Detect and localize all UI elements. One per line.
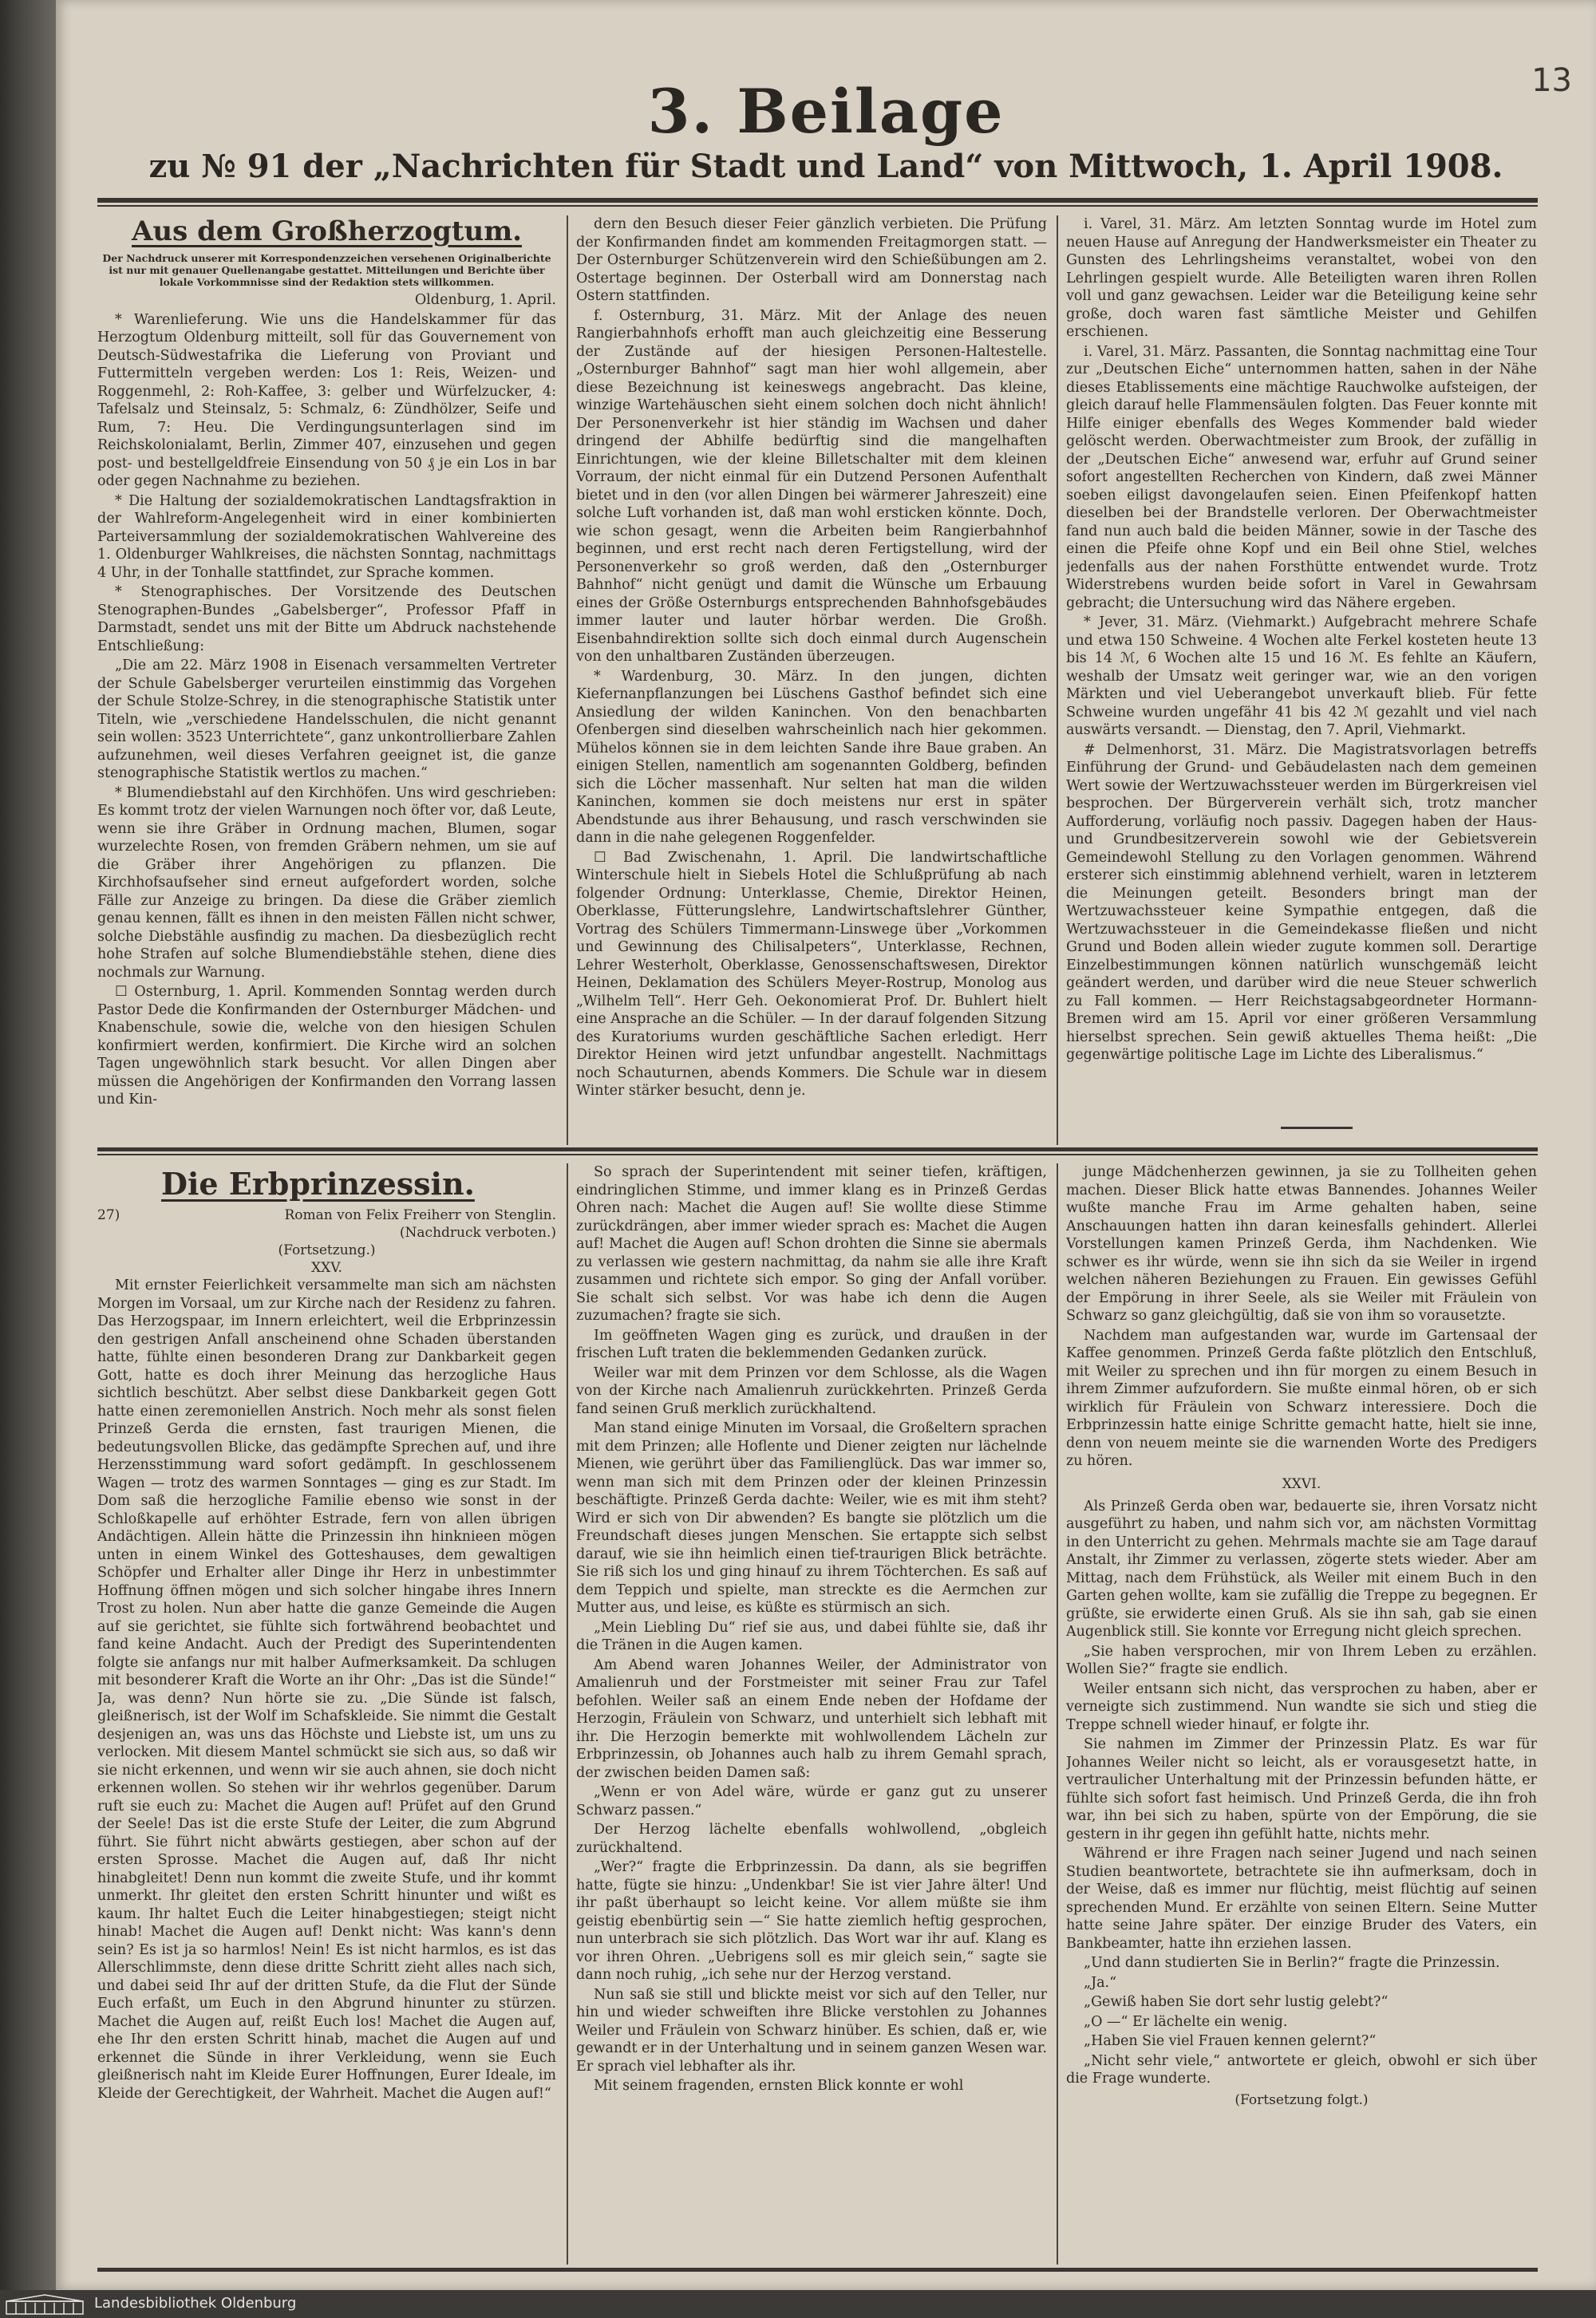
- column-divider: [567, 215, 568, 1145]
- column-body: [576, 215, 1047, 1100]
- paragraph: * Stenographisches. Der Vorsitzende des Deutschen Stenographen-Bundes „Gabelsberger“, Professor Pfaff in Darmstadt, sendet uns mit der Bitte um Abdruck nachstehende Entschließung:: [97, 584, 556, 654]
- paragraph: junge Mädchenherzen gewinnen, ja sie zu Tollheiten gehen machen. Dieser Blick hatte etwas Bannendes. Johannes Weiler wußte manche Frau im Arme gehalten haben, seine Anschauungen hatten ihn daran keinesfalls gehindert. Allerlei Vorstellungen kamen Prinzeß Gerda, ihm Nachdenken. Wie schwer es ihr würde, wenn sie ihn sich da sie Weiler in irgend welchen näheren Beziehungen zu Frauen. Ein gewisses Gefühl der Empörung in ihrer Seele, als sie Weiler mit Fräulein von Schwarz so ganz gleichgültig, daß sie von ihm so vorausetzte.: [1066, 1164, 1537, 1324]
- paragraph: Während er ihre Fragen nach seiner Jugend und nach seinen Studien beantwortete, betrachtete sie ihn aufmerksam, doch in der Weise, daß es immer nur flüchtig, meist flüchtig auf seinen sprechenden Mund. Er erzählte von seinen Eltern. Seine Mutter hatte seine Jahre später. Der einzige Bruder des Vaters, ein Bankbeamter, hatte ihn erziehen lassen.: [1066, 1846, 1537, 1952]
- paragraph: „Wer?“ fragte die Erbprinzessin. Da dann, als sie begriffen hatte, fügte sie hinzu: „Undenkbar! Sie ist vier Jahre älter! Und ihr paßt überhaupt so leicht keine. Vor allem müßte sie ihm geistig ebenbürtig sein —“ Sie hatte ziemlich heftig gesprochen, nun unterbrach sie sich plötzlich. Das Wort war ihr auf. Klang es vor ihren Ohren. „Uebrigens soll es mir gleich sein,“ sagte sie dann noch ruhig, „ich sehe nur der Herzog verstand.: [576, 1859, 1047, 1983]
- bottom-rule: [97, 2268, 1538, 2272]
- paragraph: Nachdem man aufgestanden war, wurde im Gartensaal der Kaffee genommen. Prinzeß Gerda faßte plötzlich den Entschluß, mit Weiler zu sprechen und ihn für morgen zu einem Besuch in ihrem Zimmer aufzufordern. Sie mußte einmal hören, ob er sich wirklich für Fräulein von Schwarz interessiere. Doch die Erbprinzessin hatte einige Schritte gemacht hatte, hielt sie inne, denn von neuem meinte sie die warnenden Worte des Predigers zu hören.: [1066, 1327, 1537, 1469]
- serial-column-3: [1066, 1163, 1537, 2261]
- column-news-2: [576, 215, 1047, 1141]
- column-divider: [1057, 215, 1058, 1145]
- chapter-number: XXV.: [311, 1260, 342, 1276]
- serial-end-note: (Fortsetzung folgt.): [1235, 2091, 1369, 2108]
- paragraph: „Die am 22. März 1908 in Eisenach versammelten Vertreter der Schule Gabelsberger verurteilen einstimmig das Vorgehen der Schule Stolze-Schrey, in die stenographische Statistik unter Titeln, wie „verschiedene Handelsschulen, die nicht genannt sein wollen: 3523 Unterrichtete“, ganz unkontrollierbare Zahlen aufzunehmen, weil dieses Verfahren geeignet ist, die ganze stenographische Statistik wertlos zu machen.“: [97, 657, 556, 781]
- paragraph: „Ja.“: [1084, 1974, 1117, 1991]
- serial-column-1: [97, 1163, 556, 2261]
- paragraph: ☐ Bad Zwischenahn, 1. April. Die landwirtschaftliche Winterschule hielt in Siebels Hotel die Schlußprüfung ab nach folgender Ordnung: Unterklasse, Chemie, Direktor Heinen, Oberklasse, Fütterungslehre, Landwirtschaftslehrer Günther, Vortrag des Schülers Timmermann-Linswege über „Vorkommen und Gewinnung des Chilisalpeters“, Unterklasse, Rechnen, Lehrer Westerholt, Oberklasse, Genossenschaftswesen, Direktor Heinen, Deklamation des Schülers Meyer-Rostrup, Monolog aus „Wilhelm Tell“. Herr Geh. Oekonomierat Prof. Dr. Buhlert hielt eine Ansprache an die Schüler. — In der darauf folgenden Sitzung des Kuratoriums wurden geschäftliche Sachen erledigt. Herr Direktor Heinen wird jetzt unfundbar angestellt. Nachmittags noch Schauturnen, abends Kommers. Die Schule war in diesem Winter stärker besucht, denn je.: [576, 849, 1047, 1099]
- paragraph: „Mein Liebling Du“ rief sie aus, und dabei fühlte sie, daß ihr die Tränen in die Augen kamen.: [576, 1619, 1047, 1653]
- paragraph: # Delmenhorst, 31. März. Die Magistratsvorlagen betreffs Einführung der Grund- und Gebäudelasten nach dem gemeinen Wert sowie der Wertzuwachssteuer werden im Bürgerkreisen viel besprochen. Der Bürgerverein verhält sich, trotz mancher Aufforderung, vorläufig noch passiv. Dagegen haben der Haus- und Grundbesitzerverein sowohl wie der Gebietsverein Gemeindewohl Stellung zu den Vorlagen genommen. Während ersterer sich einstimmig ablehnend verhielt, waren in letzterem die Meinungen geteilt. Besonders bringt man der Wertzuwachssteuer keine Sympathie entgegen, daß die Wertzuwachssteuer in die Gemeindekasse fließen und nicht Grund und Boden allein wieder zugute kommen soll. Derartige Einzelbestimmungen können natürlich wunschgemäß leicht geändert werden, und darüber wird die neue Steuer schwerlich zu Fall kommen. — Herr Reichstagsabgeordneter Hormann-Bremen wird am 15. April vor einer größeren Versammlung hierselbst sprechen. Sein gewiß aktuelles Thema heißt: „Die gegenwärtige politische Lage im Lichte des Liberalismus.“: [1066, 741, 1537, 1063]
- paragraph: „O —“ Er lächelte ein wenig.: [1084, 2013, 1288, 2030]
- paragraph: f. Osternburg, 31. März. Mit der Anlage des neuen Rangierbahnhofs erhofft man auch gleichzeitig eine Besserung der Zustände auf der hiesigen Personen-Haltestelle. „Osternburger Bahnhof“ sagt man hier wohl allgemein, aber diese Bezeichnung ist keineswegs angebracht. Das kleine, winzige Wartehäuschen sieht einem solchen doch nicht ähnlich! Der Personenverkehr ist hier ständig im Wachsen und daher dringend der Abhilfe bedürftig sind die mangelhaften Einrichtungen, wie der kleine Billetschalter mit dem kleinen Vorraum, der nicht einmal für ein Dutzend Personen Aufenthalt bietet und in den (vor allen Dingen bei wärmerer Jahreszeit) eine solche Luft vorhanden ist, daß man wohl ersticken könnte. Doch, wie schon gesagt, wenn die Arbeiten beim Rangierbahnhof beginnen, und erst recht nach deren Fertigstellung, wird der Personenverkehr so groß werden, daß den „Osternburger Bahnhof“ nicht genügt und damit die Wünsche um Erbauung eines der Größe Osternburgs entsprechenden Bahnhofsgebäudes immer lauter und lauter hörbar werden. Die Großh. Eisenbahndirektion sollte sich doch einmal durch Augenschein von den unhaltbaren Zuständen überzeugen.: [576, 307, 1047, 665]
- header-rule: [97, 198, 1538, 207]
- paragraph: Sie nahmen im Zimmer der Prinzessin Platz. Es war für Johannes Weiler nicht so leicht, als er vorausgesetzt hatte, in vertraulicher Unterhaltung mit der Prinzessin befunden hätte, er fühlte sich sofort fast heimisch. Und Prinzeß Gerda, die ihn froh war, ihn bei sich zu haben, spürte von der Empörung, die sie gestern in ihr gegen ihn gefühlt hatte, nichts mehr.: [1066, 1736, 1537, 1842]
- paragraph: Weiler entsann sich nicht, das versprochen zu haben, aber er verneigte sich zustimmend. Nun wandte sie sich und stieg die Treppe schnell wieder hinauf, er folgte ihr.: [1066, 1680, 1537, 1733]
- library-name: Landesbibliothek Oldenburg: [94, 2295, 297, 2312]
- binding-edge: [0, 0, 56, 2290]
- paragraph: „Sie haben versprochen, mir von Ihrem Leben zu erzählen. Wollen Sie?“ fragte sie endlich.: [1066, 1643, 1537, 1677]
- column-body: [576, 1163, 1047, 2095]
- column-body: [1066, 1498, 1537, 2088]
- column-body: [1066, 1163, 1537, 1471]
- section-title: Aus dem Großherzogtum.: [131, 215, 522, 247]
- serial-rights: (Nachdruck verboten.): [399, 1225, 556, 1241]
- paragraph: i. Varel, 31. März. Am letzten Sonntag wurde im Hotel zum neuen Hause auf Anregung der Handwerksmeister ein Theater zu Gunsten des Lehrlingsheims veranstaltet, wobei von den Lehrlingen gespielt wurde. Alle Beteiligten waren ihren Rollen voll und ganz gewachsen. Leider war die Beteiligung keine sehr große, doch waren fast sämtliche Meister und Gehilfen erschienen.: [1066, 216, 1537, 340]
- paragraph: * Die Haltung der sozialdemokratischen Landtagsfraktion in der Wahlreform-Angelegenheit wird in einer kombinierten Parteiversammlung der sozialdemokratischen Wahlvereine des 1. Oldenburger Wahlkreises, die nächsten Sonntag, nachmittags 4 Uhr, in der Tonhalle stattfindet, zur Sprache kommen.: [97, 492, 556, 581]
- serial-byline: Roman von Felix Freiherr von Stenglin.: [284, 1207, 556, 1223]
- column-divider: [567, 1163, 568, 2265]
- paragraph: dern den Besuch dieser Feier gänzlich verbieten. Die Prüfung der Konfirmanden findet am kommenden Freitagmorgen statt. — Der Osternburger Schützenverein wird den Schießübungen am 2. Ostertage beginnen. Der Osterball wird am Donnerstag nach Ostern stattfinden.: [576, 216, 1047, 304]
- paragraph: Nun saß sie still und blickte meist vor sich auf den Teller, nur hin und wieder schweiften ihre Blicke verstohlen zu Johannes Weiler und Fräulein von Schwarz hinüber. Es schien, daß er, wie gewandt er in der Unterhaltung und in seinem ganzen Wesen war. Er sprach viel lebhafter als ihr.: [576, 1986, 1047, 2075]
- column-body: [97, 1277, 556, 2103]
- paragraph: Am Abend waren Johannes Weiler, der Administrator von Amalienruh und der Forstmeister mit seiner Frau zur Tafel befohlen. Weiler saß an einem Ende neben der Hofdame der Herzogin, Fräulein von Schwarz, und unterhielt sich lebhaft mit ihr. Die Herzogin bemerkte mit wohlwollendem Lächeln zur Erbprinzessin, ob Johannes auch halb zu ihrem Gemahl sprach, der zwischen beiden Damen saß:: [576, 1657, 1047, 1781]
- paragraph: So sprach der Superintendent mit seiner tiefen, kräftigen, eindringlichen Stimme, und immer klang es in Prinzeß Gerdas Ohren nach: Machet die Augen auf! Sie wollte diese Stimme zurückdrängen, aber immer wieder sprach es: Machet die Augen auf! Machet die Augen auf! Schon drohten die Sinne sie abermals zu verlassen wie gestern nachmittag, da nahm sie alle ihre Kraft zusammen und richtete sich empor. So ging der Anfall vorüber. Sie schalt sich selbst. Vor was habe ich denn die Augen zuzumachen? fragte sie sich.: [576, 1164, 1047, 1324]
- paragraph: * Warenlieferung. Wie uns die Handelskammer für das Herzogtum Oldenburg mitteilt, soll für das Gouvernement von Deutsch-Südwestafrika die Lieferung von Proviant und Futtermitteln vergeben werden: Los 1: Reis, Weizen- und Roggenmehl, 2: Roh-Kaffee, 3: gelber und Würfelzucker, 4: Tafelsalz und Steinsalz, 5: Schmalz, 6: Zündhölzer, Seife und Rum, 7: Heu. Die Verdingungsunterlagen sind im Reichskolonialamt, Berlin, Zimmer 407, einzusehen und gegen post- und bestellgeldfreie Einsendung von 50 ₰ je ein Los in bar oder gegen Nachnahme zu beziehen.: [97, 311, 556, 489]
- supplement-subtitle: zu № 91 der „Nachrichten für Stadt und Land“ von Mittwoch, 1. April 1908.: [148, 148, 1503, 185]
- serial-byline-row: [97, 1206, 556, 1224]
- paragraph: Weiler war mit dem Prinzen vor dem Schlosse, als die Wagen von der Kirche nach Amalienruh zurückkehrten. Prinzeß Gerda fand seinen Gruß merklich zurückhaltend.: [576, 1364, 1047, 1417]
- newspaper-page: [56, 0, 1596, 2290]
- paragraph: „Wenn er von Adel wäre, würde er ganz gut zu unserer Schwarz passen.“: [576, 1784, 1047, 1818]
- paragraph: * Jever, 31. März. (Viehmarkt.) Aufgebracht mehrere Schafe und etwa 150 Schweine. 4 Wochen alte Ferkel kosteten heute 13 bis 14 ℳ, 6 Wochen alte 15 und 16 ℳ. Es fehlte an Käufern, weshalb der Umsatz weit geringer war, wie an den vorigen Märkten und viel Ueberangebot unverkauft blieb. Für fette Schweine wurden ungefähr 41 bis 42 ℳ gezahlt und viel nach auswärts versandt. — Dienstag, den 7. April, Viehmarkt.: [1066, 614, 1537, 738]
- paragraph: * Blumendiebstahl auf den Kirchhöfen. Uns wird geschrieben: Es kommt trotz der vielen Warnungen noch öfter vor, daß Leute, wenn sie ihre Gräber in Ordnung machen, Blumen, sogar wurzelechte Rosen, von fremden Gräbern nehmen, um sie auf die Gräber ihrer Angehörigen zu pflanzen. Die Kirchhofsaufseher sind erneut aufgefordert worden, solche Fälle zur Anzeige zu bringen. Da diese die Gräber ziemlich genau kennen, fällt es ihnen in den meisten Fällen nicht schwer, solche Diebstähle ausfindig zu machen. Da diesbezüglich recht hohe Strafen auf solche Blumendiebstähle stehen, diene dies nochmals zur Warnung.: [97, 784, 556, 981]
- serial-column-2: [576, 1163, 1047, 2261]
- library-building-icon: [5, 2293, 85, 2316]
- paragraph: Im geöffneten Wagen ging es zurück, und draußen in der frischen Luft traten die beklemmenden Gedanken zurück.: [576, 1327, 1047, 1361]
- paragraph: Der Herzog lächelte ebenfalls wohlwollend, „obgleich zurückhaltend.: [576, 1822, 1047, 1856]
- supplement-title: 3. Beilage: [647, 76, 1005, 147]
- reprint-note: Der Nachdruck unserer mit Korrespondenzzeichen versehenen Originalberichte ist nur mit genauer Quellenangabe gestattet. Mitteilungen und Berichte über lokale Vorkommnisse sind der Redaktion stets willkommen.: [102, 252, 551, 288]
- paragraph: Mit ernster Feierlichkeit versammelte man sich am nächsten Morgen im Vorsaal, um zur Kirche nach der Residenz zu fahren. Das Herzogspaar, im Innern erleichtert, weil die Erbprinzessin den gestrigen Anfall anscheinend ohne Schaden überstanden hatte, fühlte einen besonderen Drang zur Dankbarkeit gegen Gott, hatte es doch ihrer Meinung das herzogliche Haus sichtlich beschützt. Aber selbst diese Dankbarkeit gegen Gott hatte einen zeremoniellen Anstrich. Noch mehr als sonst fielen Prinzeß Gerda die ernsten, fast traurigen Mienen, die bedeutungsvollen Blicke, das gedämpfte Sprechen auf, und ihre Herzensstimmung ward sofort gedämpft. In geschlossenem Wagen — trotz des warmen Sonntages — ging es zur Stadt. Im Dom saß die herzogliche Familie ebenso wie sonst in der Schloßkapelle auf erhöhter Estrade, fern von allen übrigen Andächtigen. Allein hätte die Prinzessin ihn hinknieen mögen unten in einem Winkel des Gotteshauses, dem gewaltigen Schöpfer und Erhalter aller Dinge ihr Herz in unbestimmter Hoffnung öffnen mögen und sich solcher hingabe ihres Innern Trost zu holen. Nun aber hatte die ganze Gemeinde die Augen auf sie gerichtet, sie fühlte sich fortwährend beobachtet und fand keine Andacht. Auch der Predigt des Superintendenten folgte sie anfangs nur mit halber Aufmerksamkeit. Da schlugen mit besonderer Kraft die Worte an ihr Ohr: „Das ist die Sünde!“ Ja, was denn? Nun hörte sie zu. „Die Sünde ist falsch, gleißnerisch, ist der Wolf im Schafskleide. Sie nimmt die Gestalt desjenigen an, was uns das Höchste und Liebste ist, um uns zu verlocken. Mit diesem Mantel schmückt sie sich aus, so daß wir sie nicht erkennen, und wenn wir sie auch ahnen, sie doch nicht erkennen wollen. So stehen wir ihr wehrlos gegenüber. Darum ruft sie euch zu: Machet die Augen auf! Prüfet auf den Grund der Seele! Das ist die erste Stufe der Leiter, die zum Abgrund führt. Sie führt nicht abwärts gestiegen, aber schon auf der ersten Sprosse. Machet die Augen auf, daß Ihr nicht hinabgleitet! Denn nun kommt die zweite Stufe, und ihr kommt unmerkt. Ihr gleitet den ersten Schritt hinunter und wißt es kaum. Ihr haltet Euch die Leiter hinabgestiegen; steigt nicht hinab! Machet die Augen auf! Denkt nicht: Was kann's denn sein? Es ist ja so harmlos! Nein! Es ist nicht harmlos, es ist das Allerschlimmste, denn diese dritte Schritt zieht alles nach sich, und dabei seid Ihr auf der dritten Stufe, da die Flut der Sünde Euch erfaßt, um Euch in den Abgrund hinunter zu stürzen. Machet die Augen auf, reißt Euch los! Machet die Augen auf, ehe Ihr den ersten Schritt hinab, machet die Augen auf und erkennet die Sünde in ihrer Verkleidung, wenn sie Euch gleißnerisch naht im Kleide Eurer Hoffnungen, Eurer Ideale, im Kleide der Gerechtigkeit, der Wahrheit. Machet die Augen auf!“: [97, 1277, 556, 2102]
- column-body: [97, 311, 556, 1109]
- paragraph: „Und dann studierten Sie in Berlin?“ fragte die Prinzessin.: [1084, 1955, 1500, 1971]
- serial-number: 27): [97, 1207, 120, 1223]
- section-rule: [97, 1147, 1538, 1155]
- end-ornament: [1281, 1127, 1353, 1129]
- column-news-3: [1066, 215, 1537, 1117]
- dateline: Oldenburg, 1. April.: [414, 292, 556, 308]
- paragraph: „Nicht sehr viele,“ antwortete er gleich, obwohl er sich über die Frage wunderte.: [1066, 2052, 1537, 2087]
- paragraph: „Haben Sie viel Frauen kennen gelernt?“: [1084, 2033, 1377, 2049]
- paragraph: Man stand einige Minuten im Vorsaal, die Großeltern sprachen mit dem Prinzen; alle Hoflente und Diener zeigten nur lächelnde Mienen, wie gerührt über das Familienglück. Das war immer so, wenn man sich mit dem Prinzen oder der kleinen Prinzessin beschäftigte. Prinzeß Gerda dachte: Weiler, wie es mit ihm steht? Wird er sich von Dir abwenden? Es bangte sie plötzlich um die Freundschaft dieses jungen Menschen. Sie ertappte sich selbst darauf, wie sie ihn heimlich einen tief-traurigen Blick beträchte. Sie riß sich los und ging hinauf zu ihrem Töchterchen. Es saß auf dem Teppich und spielte, man streckte es die Aermchen zur Mutter aus, und leise, es küßte es stürmisch an sich.: [576, 1420, 1047, 1616]
- paragraph: i. Varel, 31. März. Passanten, die Sonntag nachmittag eine Tour zur „Deutschen Eiche“ unternommen hatten, sahen in der Nähe dieses Etablissements eine mächtige Rauchwolke aufsteigen, der gleich darauf helle Flammensäulen folgten. Das Feuer konnte mit Hilfe einiger ebenfalls des Weges Kommender bald wieder gelöscht werden. Oberwachtmeister zum Brook, der zufällig in der „Deutschen Eiche“ anwesend war, erfuhr auf Grund seiner sofort angestellten Recherchen von Kindern, daß zwei Männer soeben eiligst davongelaufen seien. Einen Pfeifenkopf hatten dieselben bei der Brandstelle verloren. Der Oberwachtmeister fand nun auch bald die beiden Männer, sowie in der Tasche des einen die Pfeife ohne Kopf und ein Beil ohne Stiel, welches jedenfalls aus der nahen Forsthütte entwendet wurde. Trotz Widerstrebens wurden beide sofort in Varel in Gewahrsam gebracht; die Untersuchung wird das Nähere ergeben.: [1066, 343, 1537, 611]
- page-number: 13: [1531, 62, 1572, 99]
- chapter-number: XXVI.: [1282, 1475, 1321, 1492]
- paragraph: ☐ Osternburg, 1. April. Kommenden Sonntag werden durch Pastor Dede die Konfirmanden der Osternburger Mädchen- und Knabenschule, sowie die, welche von den hiesigen Schulen konfirmiert werden, konfirmiert. Die Kirche wird an solchen Tagen ungewöhnlich stark besucht. Vor allen Dingen aber müssen die Angehörigen der Konfirmanden den Vorrang lassen und Kin-: [97, 984, 556, 1108]
- paragraph: Mit seinem fragenden, ernsten Blick konnte er wohl: [594, 2078, 964, 2094]
- column-body: [1066, 215, 1537, 1064]
- paragraph: „Gewiß haben Sie dort sehr lustig gelebt?“: [1084, 1994, 1389, 2010]
- paragraph: * Wardenburg, 30. März. In den jungen, dichten Kiefernanpflanzungen bei Lüschens Gasthof befindet sich eine Ansiedlung der wilden Kaninchen. Von den benachbarten Ofenbergen sind dieselben wahrscheinlich nach hier gekommen. Mühelos können sie in dem leichten Sande ihre Baue graben. An einigen Stellen, namentlich am sogenannten Goldberg, befinden sich die Löcher massenhaft. Nur selten hat man die wilden Kaninchen, kommen sie doch meistens nur erst in später Abendstunde aus ihrer Behausung, und rasch verschwinden sie dann in die nahe gelegenen Roggenfelder.: [576, 668, 1047, 846]
- paragraph: Als Prinzeß Gerda oben war, bedauerte sie, ihren Vorsatz nicht ausgeführt zu haben, und nahm sich vor, am nächsten Vormittag in den Unterricht zu gehen. Mehrmals machte sie am Tage darauf Anstalt, ihr Zimmer zu verlassen, zögerte stets wieder. Aber am Mittag, nach dem Frühstück, als Weiler mit einem Buch in den Garten gehen wollte, kam sie zufällig die Treppe zu begegnen. Er grüßte, sie erwiderte einen Gruß. Als sie ihn sah, gab sie einen Augenblick still. Sie konnte vor Erregung nicht gleich sprechen.: [1066, 1498, 1537, 1640]
- serial-title: Die Erbprinzessin.: [161, 1166, 475, 1202]
- column-news-1: [97, 215, 556, 1141]
- serial-continued: (Fortsetzung.): [278, 1242, 376, 1258]
- column-divider: [1057, 1163, 1058, 2265]
